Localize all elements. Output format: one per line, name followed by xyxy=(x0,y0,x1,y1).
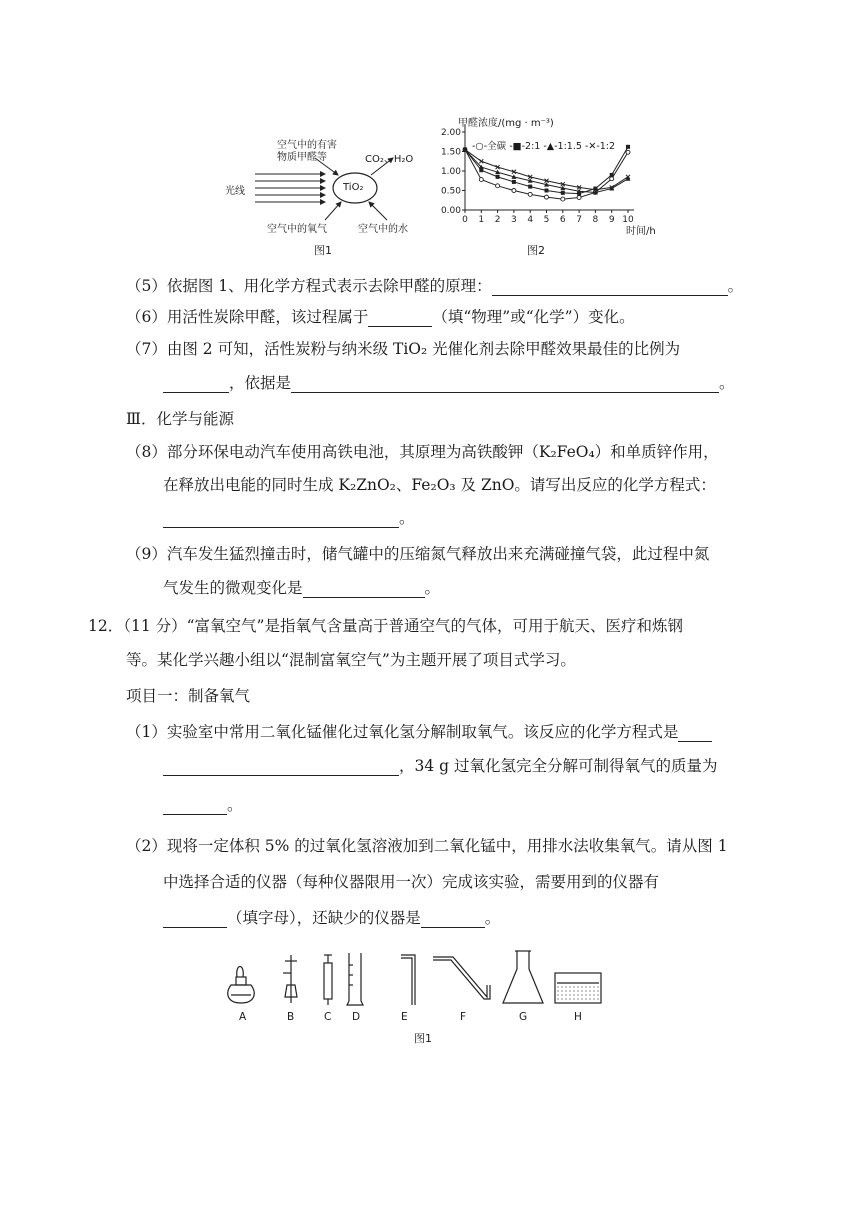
q5-end: 。 xyxy=(727,277,744,295)
q12-p1-line1 xyxy=(126,722,712,742)
label-water: 空气中的水 xyxy=(358,224,408,235)
apparatus-label-g: G xyxy=(519,1011,528,1023)
bent-tube-icon xyxy=(401,955,415,1005)
q7-mid: ，依据是 xyxy=(229,374,292,392)
q12-p1-end: 。 xyxy=(227,796,243,814)
chart-point xyxy=(577,196,581,200)
chart-point xyxy=(528,185,532,189)
apparatus-label-f: F xyxy=(460,1011,467,1023)
q9-answer-blank[interactable] xyxy=(303,581,425,598)
q5-answer-blank[interactable] xyxy=(492,279,728,296)
q7-line2 xyxy=(163,373,735,393)
q12-line2: 等。某化学兴趣小组以“混制富氧空气”为主题开展了项目式学习。 xyxy=(126,651,576,669)
conical-flask-icon xyxy=(503,951,543,1003)
chart-point xyxy=(496,184,500,188)
label-tio2: TiO₂ xyxy=(343,182,364,193)
q9-line2 xyxy=(163,578,440,598)
label-harmful-2: 物质甲醛等 xyxy=(277,152,327,163)
figure1-caption: 图1 xyxy=(314,244,332,257)
delivery-tube-icon xyxy=(433,957,490,999)
figure1-diagram xyxy=(215,128,425,233)
apparatus-label-e: E xyxy=(401,1011,408,1023)
q6-text-a: （6）用活性炭除甲醛，该过程属于 xyxy=(126,308,369,326)
q12-p2-end: 。 xyxy=(484,909,501,927)
legend-item-2: 1:1.5 xyxy=(557,141,582,152)
q12-line1: 12．（11 分）“富氧空气”是指氧气含量高于普通空气的气体，可用于航天、医疗和炼钢 xyxy=(88,617,683,635)
graduated-cylinder-icon xyxy=(347,953,363,1005)
q6-text-b: （填“物理”或“化学”）变化。 xyxy=(432,308,635,326)
label-light: 光线 xyxy=(225,186,245,197)
q12-p1-equation-blank-a[interactable] xyxy=(678,725,712,742)
q8-line3 xyxy=(163,508,415,528)
chart-x-tick-label: 5 xyxy=(543,215,550,225)
legend-item-1: 2:1 xyxy=(525,141,541,152)
q7-end: 。 xyxy=(719,374,735,392)
chart-point xyxy=(496,175,500,179)
legend-swatch-circle: -○- xyxy=(472,141,488,152)
apparatus-label-d: D xyxy=(352,1011,361,1023)
chart-point xyxy=(479,178,483,182)
apparatus-label-c: C xyxy=(324,1011,332,1023)
chart-ylabel: 甲醛浓度/(mg · m⁻³) xyxy=(458,118,554,129)
label-products: CO₂、H₂O xyxy=(365,154,414,165)
q12-p1-line2 xyxy=(163,756,718,776)
chart-y-tick-label: 2.00 xyxy=(440,128,461,138)
chart-y-tick-label: 0.00 xyxy=(440,206,461,216)
q8-end: 。 xyxy=(399,509,415,527)
q12-p2-line1: （2）现将一定体积 5% 的过氧化氢溶液加到二氧化锰中，用排水法收集氧气。请从图 1 xyxy=(126,837,728,855)
chart-x-tick-label: 1 xyxy=(478,215,485,225)
apparatus-label-h: H xyxy=(574,1011,582,1023)
chart-point xyxy=(512,189,516,193)
apparatus-label-b: B xyxy=(287,1011,295,1023)
q12-p2-instruments-blank[interactable] xyxy=(163,911,227,928)
q7-line1: （7）由图 2 可知，活性炭粉与纳米级 TiO₂ 光催化剂去除甲醛效果最佳的比例为 xyxy=(126,340,681,358)
legend-swatch-square: -■- xyxy=(509,141,526,152)
chart-x-tick-label: 9 xyxy=(608,215,615,225)
q8-line1: （8）部分环保电动汽车使用高铁电池，其原理为高铁酸钾（K₂FeO₄）和单质锌作用， xyxy=(126,443,719,461)
label-oxygen: 空气中的氧气 xyxy=(267,224,327,235)
chart-point xyxy=(610,177,614,181)
chart-xlabel: 时间/h xyxy=(626,226,656,237)
water-trough-icon xyxy=(555,973,601,1003)
q12-project1: 项目一：制备氧气 xyxy=(126,687,251,705)
section3-heading: Ⅲ．化学与能源 xyxy=(126,410,234,428)
q12-p2-text3: （填字母），还缺少的仪器是 xyxy=(227,909,421,927)
chart-point xyxy=(545,195,549,199)
chart-point xyxy=(626,145,630,149)
chart-point xyxy=(512,180,516,184)
q6-answer-blank[interactable] xyxy=(368,310,432,327)
label-harmful-1: 空气中的有害 xyxy=(277,140,337,151)
apparatus-caption: 图1 xyxy=(414,1032,432,1045)
chart-point xyxy=(561,191,565,195)
chart-point xyxy=(626,150,630,154)
q12-p2-missing-blank[interactable] xyxy=(421,911,485,928)
q8-line2: 在释放出电能的同时生成 K₂ZnO₂、Fe₂O₃ 及 ZnO。请写出反应的化学方程式： xyxy=(163,476,716,494)
chart-x-tick-label: 8 xyxy=(592,215,599,225)
figure2-caption: 图2 xyxy=(527,244,545,257)
q7-ratio-blank[interactable] xyxy=(163,376,229,393)
chart-x-tick-label: 3 xyxy=(511,215,517,225)
chart-point xyxy=(610,173,614,177)
chart-x-tick-label: 2 xyxy=(494,215,501,225)
legend-swatch-triangle: -▲- xyxy=(543,141,558,152)
q12-p2-line3 xyxy=(163,908,500,928)
apparatus-label-a: A xyxy=(239,1011,247,1023)
apparatus-labels xyxy=(225,1011,605,1027)
q7-reason-blank[interactable] xyxy=(291,376,719,393)
chart-point xyxy=(561,197,565,201)
q12-p1-text1: （1）实验室中常用二氧化锰催化过氧化氢分解制取氧气。该反应的化学方程式是 xyxy=(126,723,679,741)
q12-p2-line2: 中选择合适的仪器（每种仪器限用一次）完成该实验，需要用到的仪器有 xyxy=(163,873,660,891)
q8-answer-blank[interactable] xyxy=(163,511,399,528)
q12-p1-mass-blank[interactable] xyxy=(163,798,227,815)
chart-point xyxy=(528,192,532,196)
q9-line1: （9）汽车发生猛烈撞击时，储气罐中的压缩氮气释放出来充满碰撞气袋，此过程中氮 xyxy=(126,545,710,563)
chart-legend xyxy=(472,138,615,152)
alcohol-lamp-icon xyxy=(228,967,254,1004)
q9-text: 气发生的微观变化是 xyxy=(163,579,303,597)
stopper-tube-icon xyxy=(283,955,297,1003)
chart-y-tick-label: 1.00 xyxy=(440,167,461,177)
q6-line xyxy=(126,307,635,327)
q5-text: （5）依据图 1、用化学方程式表示去除甲醛的原理： xyxy=(126,277,492,295)
q5-line xyxy=(126,276,743,296)
chart-y-tick-label: 0.50 xyxy=(440,186,461,197)
figure2-chart xyxy=(430,112,660,242)
chart-x-tick-label: 7 xyxy=(576,215,582,225)
chart-x-tick-label: 4 xyxy=(527,215,534,225)
q9-end: 。 xyxy=(424,579,441,597)
chart-x-tick-label: 0 xyxy=(462,215,468,225)
q12-p1-equation-blank-b[interactable] xyxy=(163,759,399,776)
legend-item-0: 全碳 xyxy=(487,141,507,152)
chart-x-tick-label: 6 xyxy=(559,215,566,225)
chart-x-tick-label: 10 xyxy=(622,215,634,225)
legend-swatch-cross: -✕- xyxy=(584,141,600,152)
chart-point xyxy=(545,189,549,193)
legend-item-3: 1:2 xyxy=(599,141,616,152)
syringe-icon xyxy=(324,955,332,1005)
q12-p1-line3 xyxy=(163,795,243,815)
chart-y-tick-label: 1.50 xyxy=(440,147,461,158)
q12-p1-text2: ，34 g 过氧化氢完全分解可制得氧气的质量为 xyxy=(399,757,718,775)
